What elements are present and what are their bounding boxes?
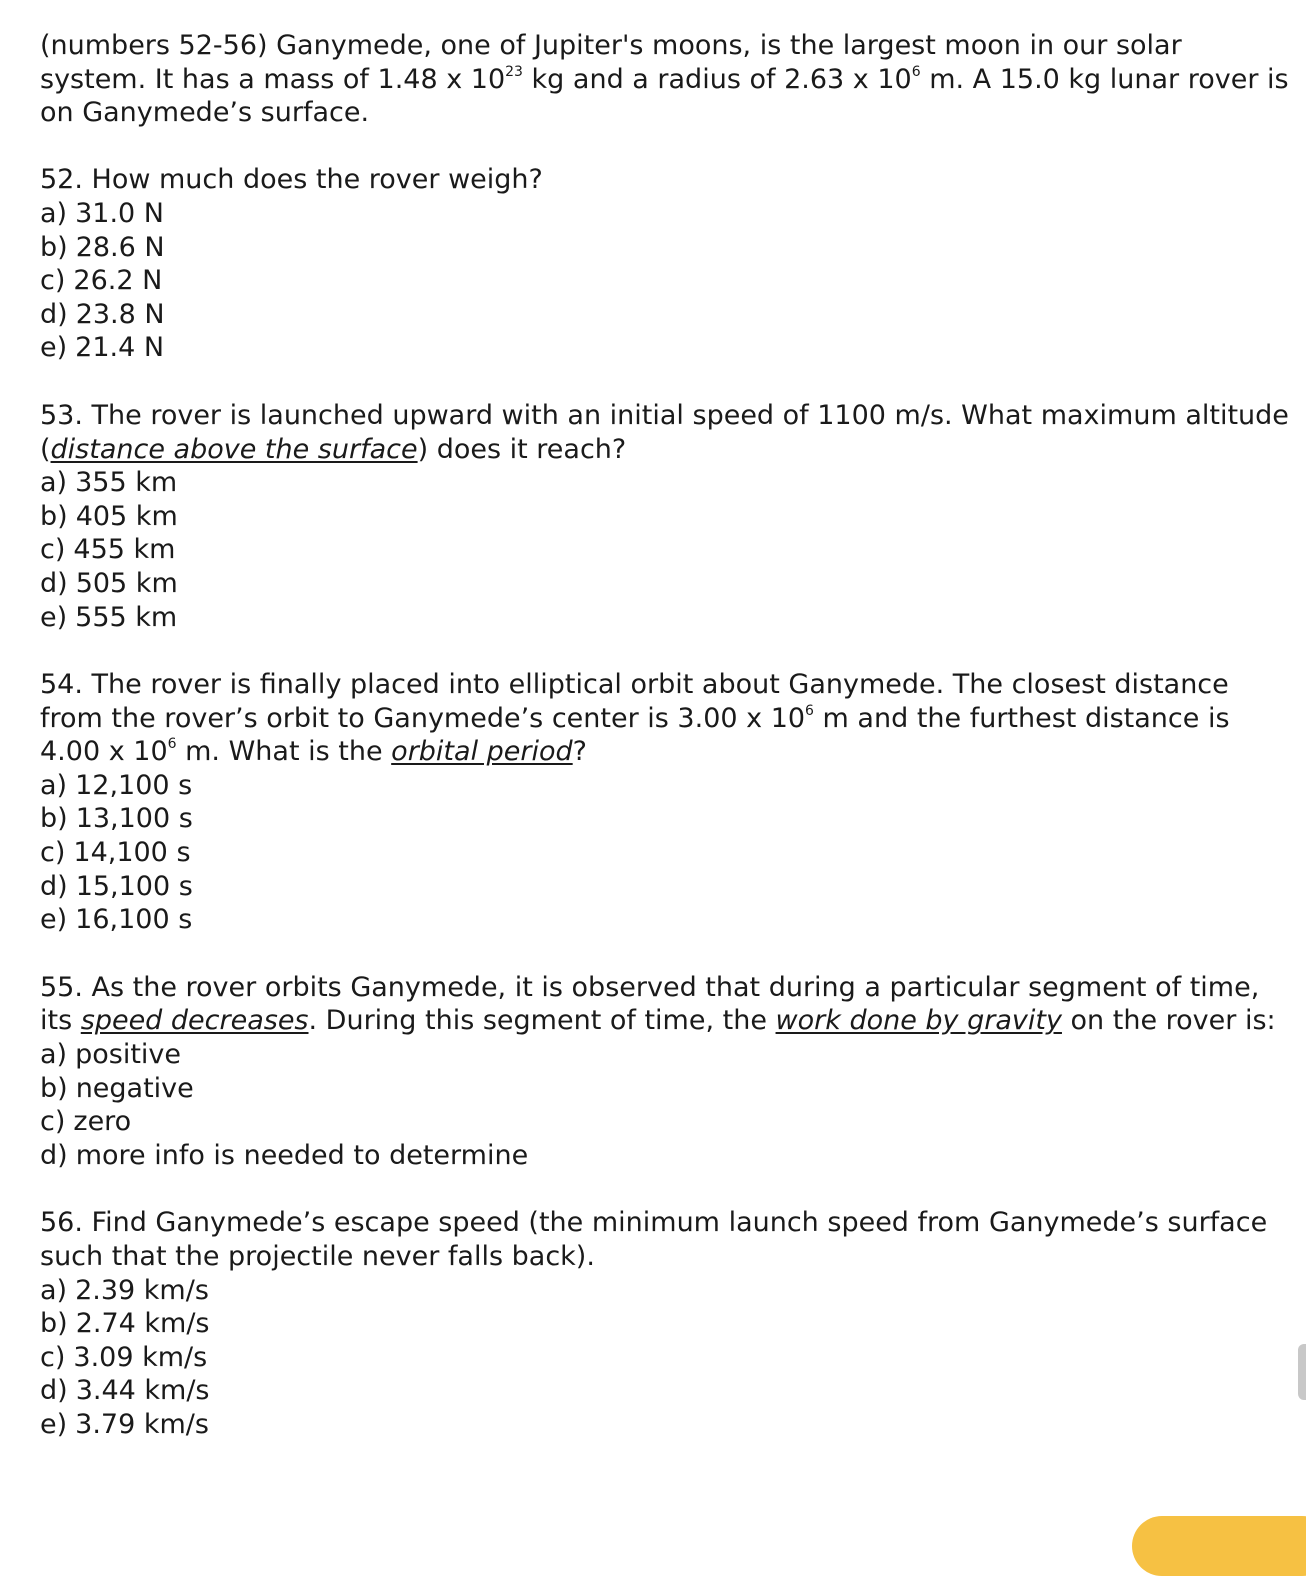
- choice-text: 15,100 s: [75, 870, 193, 902]
- choice-text: more info is needed to determine: [75, 1139, 529, 1171]
- question-54-stem-text-1: 54. The rover is finally placed into elliptical orbit about Ganymede. The closest distance from the rover’s orbit to Ganymede’s center is 3.00 x 10: [40, 669, 1229, 734]
- closest-distance-exponent: 6: [805, 702, 814, 719]
- choice-54-a[interactable]: [40, 769, 1290, 803]
- question-55-emphasis-2: work done by gravity: [775, 1005, 1062, 1037]
- question-52-stem: 52. How much does the rover weigh?: [40, 164, 543, 196]
- choice-letter: a): [40, 197, 68, 229]
- choice-letter: a): [40, 467, 68, 499]
- intro-text-3: m. A 15.0 kg lunar rover is on Ganymede’s surface.: [40, 63, 1289, 129]
- furthest-distance-exponent: 6: [167, 736, 177, 753]
- choice-53-e[interactable]: [40, 601, 1290, 635]
- choice-letter: c): [40, 1106, 66, 1138]
- choice-56-c[interactable]: [40, 1341, 1290, 1375]
- question-55-emphasis-1: speed decreases: [80, 1005, 309, 1037]
- intro-text-2: kg and a radius of 2.63 x 10: [522, 63, 912, 95]
- question-55: [40, 971, 1290, 1173]
- choice-55-a[interactable]: [40, 1038, 1290, 1072]
- question-53-stem-text-1: 53. The rover is launched upward with an initial speed of 1100 m/s. What maximum altitude (: [40, 399, 1289, 465]
- question-56-choices: [40, 1274, 1290, 1442]
- question-53-emphasis: distance above the surface: [50, 433, 418, 465]
- choice-text: 2.74 km/s: [75, 1308, 210, 1340]
- question-54-emphasis: orbital period: [391, 736, 573, 768]
- question-53-stem: [40, 399, 1290, 466]
- question-55-stem: [40, 971, 1290, 1038]
- question-54-stem-text-2: m and the furthest distance is 4.00 x 10: [40, 702, 1230, 768]
- choice-55-b[interactable]: [40, 1072, 1290, 1106]
- mass-exponent: 23: [505, 63, 523, 80]
- question-56: [40, 1206, 1290, 1441]
- choice-53-d[interactable]: [40, 567, 1290, 601]
- choice-text: 505 km: [75, 567, 178, 599]
- choice-54-d[interactable]: [40, 870, 1290, 904]
- choice-letter: d): [40, 1375, 68, 1407]
- choice-letter: c): [40, 837, 66, 869]
- choice-text: 12,100 s: [75, 769, 193, 801]
- choice-text: 355 km: [75, 467, 178, 499]
- choice-text: negative: [75, 1072, 194, 1104]
- question-54-stem-text-3: m. What is the: [176, 736, 392, 768]
- document-page: [40, 29, 1290, 1442]
- choice-54-b[interactable]: [40, 802, 1290, 836]
- intro-paragraph: [40, 29, 1290, 130]
- choice-text: 23.8 N: [75, 298, 165, 330]
- floating-action-button[interactable]: [1132, 1516, 1306, 1576]
- question-53-stem-text-2: ) does it reach?: [417, 433, 627, 465]
- choice-56-a[interactable]: [40, 1274, 1290, 1308]
- question-53: [40, 399, 1290, 634]
- choice-letter: e): [40, 1408, 68, 1440]
- choice-letter: c): [40, 1341, 66, 1373]
- choice-53-c[interactable]: [40, 533, 1290, 567]
- choice-56-e[interactable]: [40, 1408, 1290, 1442]
- choice-letter: d): [40, 567, 68, 599]
- choice-text: 31.0 N: [75, 197, 164, 229]
- choice-letter: e): [40, 332, 68, 364]
- choice-text: positive: [75, 1039, 181, 1071]
- choice-text: 13,100 s: [75, 803, 193, 835]
- choice-text: 2.39 km/s: [75, 1274, 209, 1306]
- radius-exponent: 6: [911, 63, 921, 80]
- question-53-choices: [40, 466, 1290, 634]
- intro-text-1: (numbers 52-56) Ganymede, one of Jupiter's moons, is the largest moon in our solar system. It has a mass of 1.48 x 10: [40, 30, 1182, 95]
- choice-text: 3.09 km/s: [73, 1341, 208, 1373]
- choice-letter: b): [40, 1308, 68, 1340]
- question-54-stem: [40, 668, 1290, 769]
- question-52-choices: [40, 197, 1290, 365]
- choice-text: 26.2 N: [73, 265, 163, 297]
- choice-letter: b): [40, 231, 68, 263]
- choice-text: 21.4 N: [75, 332, 165, 364]
- choice-letter: b): [40, 500, 68, 532]
- choice-55-c[interactable]: [40, 1105, 1290, 1139]
- choice-text: 555 km: [75, 601, 178, 633]
- choice-text: zero: [73, 1106, 132, 1138]
- question-55-stem-text-3: on the rover is:: [1061, 1005, 1276, 1037]
- choice-54-e[interactable]: [40, 903, 1290, 937]
- choice-letter: e): [40, 904, 68, 936]
- question-52: [40, 163, 1290, 365]
- choice-52-d[interactable]: [40, 298, 1290, 332]
- choice-text: 16,100 s: [75, 904, 193, 936]
- choice-letter: b): [40, 803, 68, 835]
- choice-56-d[interactable]: [40, 1374, 1290, 1408]
- choice-letter: d): [40, 870, 68, 902]
- choice-letter: c): [40, 534, 66, 566]
- choice-text: 3.79 km/s: [75, 1408, 209, 1440]
- choice-52-b[interactable]: [40, 231, 1290, 265]
- question-55-choices: [40, 1038, 1290, 1172]
- choice-55-d[interactable]: [40, 1139, 1290, 1173]
- choice-letter: a): [40, 1039, 68, 1071]
- choice-letter: c): [40, 265, 66, 297]
- choice-text: 28.6 N: [75, 231, 165, 263]
- choice-letter: e): [40, 601, 68, 633]
- choice-56-b[interactable]: [40, 1307, 1290, 1341]
- choice-52-c[interactable]: [40, 264, 1290, 298]
- choice-text: 3.44 km/s: [75, 1375, 210, 1407]
- choice-52-a[interactable]: [40, 197, 1290, 231]
- choice-54-c[interactable]: [40, 836, 1290, 870]
- question-55-stem-text-2: . During this segment of time, the: [308, 1005, 776, 1037]
- choice-text: 455 km: [73, 534, 176, 566]
- choice-52-e[interactable]: [40, 331, 1290, 365]
- question-54-stem-text-4: ?: [572, 736, 588, 768]
- choice-text: 14,100 s: [73, 837, 191, 869]
- choice-letter: d): [40, 298, 68, 330]
- choice-letter: a): [40, 769, 68, 801]
- choice-letter: d): [40, 1139, 68, 1171]
- choice-53-b[interactable]: [40, 500, 1290, 534]
- side-panel-handle[interactable]: [1298, 1344, 1306, 1400]
- choice-53-a[interactable]: [40, 466, 1290, 500]
- question-55-stem-text-1: 55. As the rover orbits Ganymede, it is observed that during a particular segment of time, its: [40, 971, 1260, 1037]
- question-54: [40, 668, 1290, 937]
- choice-text: 405 km: [75, 500, 178, 532]
- choice-letter: a): [40, 1274, 68, 1306]
- question-56-stem: 56. Find Ganymede’s escape speed (the minimum launch speed from Ganymede’s surface such that the projectile never falls back).: [40, 1207, 1268, 1272]
- question-54-choices: [40, 769, 1290, 937]
- choice-letter: b): [40, 1072, 68, 1104]
